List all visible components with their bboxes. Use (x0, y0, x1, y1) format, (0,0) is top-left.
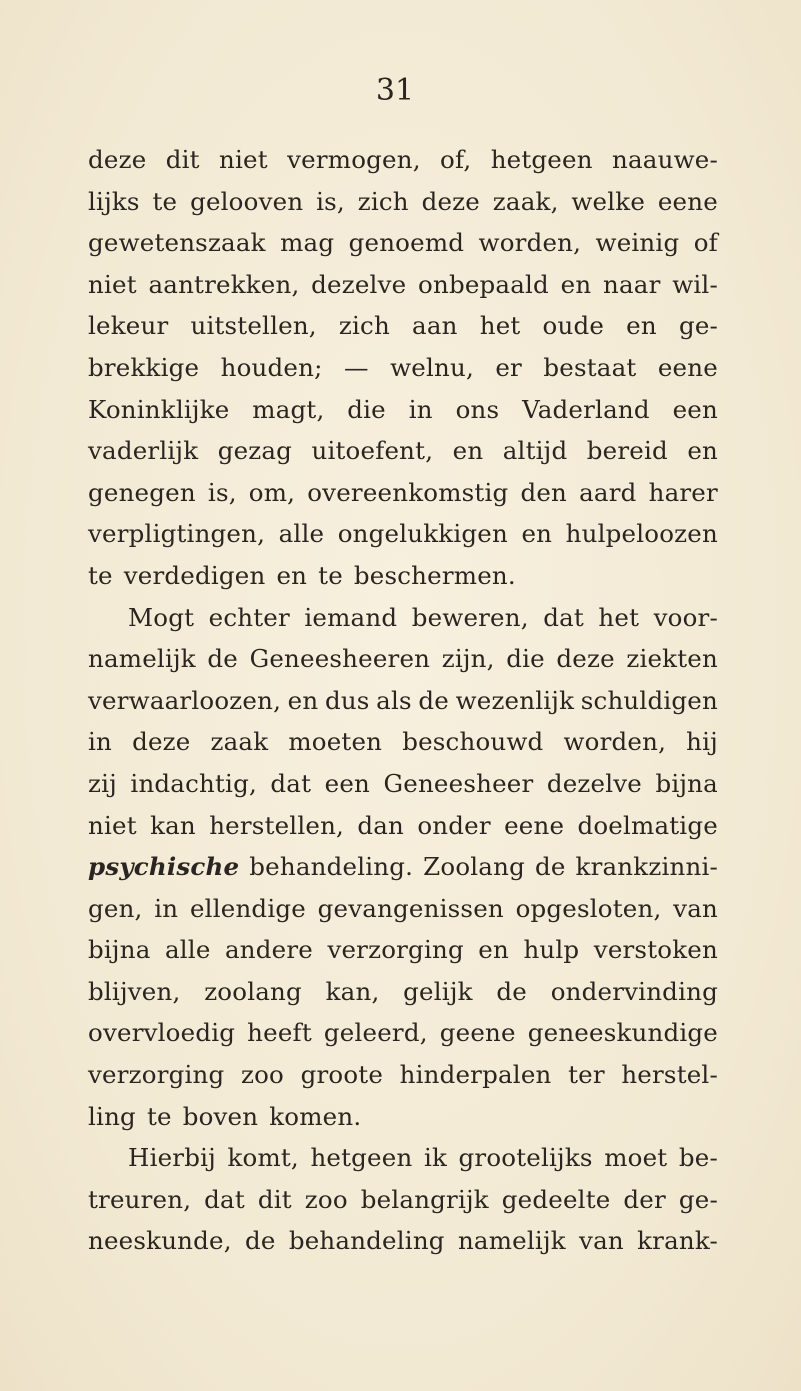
word: deze (556, 644, 615, 674)
word: iemand (304, 602, 398, 632)
word: schuldigen (580, 685, 718, 715)
word: gewetenszaak (88, 228, 266, 258)
word: geneeskundige (527, 1018, 718, 1048)
word: ik (423, 1143, 448, 1173)
word: kan, (325, 976, 380, 1006)
word: voor- (653, 602, 718, 632)
word: blijven, (88, 976, 181, 1006)
text-line (88, 763, 718, 805)
word: dit (257, 1184, 292, 1214)
word: moeten (288, 727, 383, 757)
word: beweren, (411, 602, 529, 632)
word: en (287, 685, 319, 715)
word: namelijk (457, 1226, 566, 1256)
word: overeenkomstig (307, 477, 509, 507)
word: genoemd (348, 228, 465, 258)
word: verzorging (88, 1060, 225, 1090)
text-line (88, 347, 718, 389)
word: ellendige (189, 893, 306, 923)
word: dat (270, 768, 312, 798)
word: van (673, 893, 718, 923)
word: behandeling (288, 1226, 445, 1256)
text-line (88, 305, 718, 347)
word: onbepaald (418, 269, 549, 299)
text-line (88, 430, 718, 472)
word: krank- (637, 1226, 718, 1256)
word: psychische (88, 852, 240, 882)
word: aan (412, 311, 458, 341)
word: een (324, 768, 371, 798)
word: herstellen, (209, 810, 345, 840)
word: Mogt (128, 602, 195, 632)
word: dus (324, 685, 370, 715)
word: verstoken (593, 935, 718, 965)
word: hetgeen (310, 1143, 413, 1173)
word: van (579, 1226, 624, 1256)
word: welnu, (390, 352, 474, 382)
word: moet (604, 1143, 668, 1173)
word: harer (648, 477, 718, 507)
word: naar (603, 269, 661, 299)
word: naauwe- (612, 145, 718, 174)
word: hetgeen (490, 145, 593, 174)
word: bijna (88, 935, 151, 965)
word: is, (316, 186, 345, 216)
word: en (521, 519, 553, 549)
word: deze (88, 145, 147, 174)
word: de (418, 685, 449, 715)
word: hinderpalen (399, 1060, 552, 1090)
word: in (88, 727, 113, 757)
text-line (88, 721, 718, 763)
word: of, (440, 145, 472, 174)
word: hij (686, 727, 718, 757)
word: gelooven (190, 186, 304, 216)
word: behandeling. (249, 852, 414, 882)
word: worden, (478, 228, 582, 258)
word: vaderlijk (88, 436, 199, 466)
word: beschermen. (353, 560, 516, 590)
word: dezelve (311, 269, 407, 299)
text-line (88, 1012, 718, 1054)
word: onder (417, 810, 491, 840)
word: heeft (247, 1018, 312, 1048)
text-line (88, 1179, 718, 1221)
text-line (88, 846, 718, 888)
word: verdedigen (123, 560, 266, 590)
word: uitstellen, (190, 311, 317, 341)
text-line (88, 555, 718, 597)
word: gedeelte (501, 1184, 611, 1214)
word: beschouwd (402, 727, 544, 757)
word: uitoefent, (311, 436, 434, 466)
word: te (88, 560, 113, 590)
word: dat (543, 602, 584, 632)
word: het (479, 311, 521, 341)
word: — (343, 352, 369, 382)
word: en (687, 436, 718, 466)
word: de (534, 852, 566, 882)
text-line (88, 680, 718, 722)
word: ondervinding (550, 976, 718, 1006)
page-number: 31 (375, 73, 415, 108)
word: wil- (672, 269, 718, 299)
word: in (408, 394, 433, 424)
word: bestaat (543, 352, 637, 382)
word: zaak (210, 727, 269, 757)
word: neeskunde, (88, 1226, 232, 1256)
word: zich (338, 311, 390, 341)
word: zij (88, 768, 117, 798)
word: alle (278, 519, 325, 549)
text-line (88, 929, 718, 971)
word: aard (579, 477, 637, 507)
word: de (244, 1226, 276, 1256)
word: zich (357, 186, 409, 216)
word: er (495, 352, 522, 382)
word: lekeur (88, 311, 169, 341)
word: alle (164, 935, 211, 965)
word: en (560, 269, 592, 299)
word: verpligtingen, (88, 519, 266, 549)
word: treuren, (88, 1184, 192, 1214)
word: en (478, 935, 509, 965)
word: te (146, 1101, 172, 1131)
word: zijn, (441, 644, 495, 674)
word: een (672, 394, 718, 424)
word: der (623, 1184, 666, 1214)
text-line (88, 139, 718, 181)
word: Hierbij (128, 1143, 216, 1173)
word: die (506, 644, 545, 674)
word: geene (439, 1018, 516, 1048)
text-line (88, 389, 718, 431)
word: houden; (220, 352, 323, 382)
word: altijd (502, 436, 568, 466)
text-line (88, 1220, 718, 1262)
word: eene (504, 810, 565, 840)
word: niet (219, 145, 268, 174)
text-line (88, 1054, 718, 1096)
word: te (318, 560, 343, 590)
word: en (626, 311, 657, 341)
word: magt, (252, 394, 325, 424)
text-line (88, 472, 718, 514)
text-line (88, 1096, 718, 1138)
text-line (88, 181, 718, 223)
word: deze (132, 727, 191, 757)
word: weinig (595, 228, 680, 258)
word: namelijk (88, 644, 196, 674)
word: het (598, 602, 640, 632)
word: zoo (304, 1184, 348, 1214)
text-line (88, 638, 718, 680)
body-text (88, 139, 718, 1262)
text-line (88, 597, 718, 639)
word: Geneesheeren (249, 644, 431, 674)
word: dit (165, 145, 200, 174)
word: Zoolang (423, 852, 525, 882)
word: de (496, 976, 527, 1006)
word: boven (182, 1101, 259, 1131)
word: doelmatige (577, 810, 718, 840)
word: om, (248, 477, 296, 507)
word: en (276, 560, 308, 590)
word: als (376, 685, 412, 715)
word: be- (678, 1143, 718, 1173)
word: gevangenissen (317, 893, 504, 923)
word: lijks (88, 186, 140, 216)
word: echter (208, 602, 290, 632)
word: in (154, 893, 179, 923)
word: wezenlijk (455, 685, 575, 715)
word: Vaderland (522, 394, 650, 424)
word: komt, (227, 1143, 299, 1173)
word: ge- (678, 311, 718, 341)
word: gen, (88, 893, 143, 923)
word: hulpeloozen (565, 519, 718, 549)
word: eene (657, 186, 718, 216)
word: te (152, 186, 178, 216)
word: ge- (678, 1184, 718, 1214)
word: niet (88, 269, 137, 299)
word: Koninklijke (88, 394, 230, 424)
word: niet (88, 810, 137, 840)
word: worden, (563, 727, 667, 757)
word: en (452, 436, 484, 466)
word: belangrijk (360, 1184, 489, 1214)
word: ons (455, 394, 500, 424)
word: ziekten (626, 644, 718, 674)
word: Geneesheer (383, 768, 534, 798)
word: welke (571, 186, 646, 216)
word: indachtig, (130, 768, 257, 798)
word: of (693, 228, 718, 258)
word: andere (225, 935, 313, 965)
word: eene (657, 352, 718, 382)
word: krankzinni- (575, 852, 718, 882)
word: vermogen, (287, 145, 421, 174)
word: herstel- (621, 1060, 718, 1090)
text-line (88, 1137, 718, 1179)
word: ter (568, 1060, 605, 1090)
word: dan (357, 810, 405, 840)
word: kan (150, 810, 196, 840)
word: ling (88, 1101, 136, 1131)
word: de (207, 644, 238, 674)
word: overvloedig (88, 1018, 236, 1048)
word: brekkige (88, 352, 200, 382)
text-line (88, 513, 718, 555)
text-line (88, 805, 718, 847)
text-line (88, 971, 718, 1013)
word: bijna (655, 768, 718, 798)
word: hulp (523, 935, 580, 965)
word: oude (542, 311, 605, 341)
word: zaak, (492, 186, 559, 216)
word: aantrekken, (148, 269, 300, 299)
word: gezag (217, 436, 293, 466)
word: dezelve (546, 768, 643, 798)
word: komen. (269, 1101, 362, 1131)
word: opgesloten, (515, 893, 662, 923)
text-line (88, 222, 718, 264)
word: groote (300, 1060, 384, 1090)
word: geleerd, (323, 1018, 428, 1048)
word: verwaarloozen, (88, 685, 282, 715)
word: mag (280, 228, 335, 258)
word: verzorging (327, 935, 464, 965)
word: bereid (586, 436, 668, 466)
word: die (347, 394, 386, 424)
word: deze (421, 186, 480, 216)
word: den (520, 477, 568, 507)
word: is, (207, 477, 237, 507)
word: grootelijks (458, 1143, 593, 1173)
word: gelijk (403, 976, 473, 1006)
word: genegen (88, 477, 196, 507)
word: dat (204, 1184, 245, 1214)
word: zoolang (204, 976, 302, 1006)
word: zoo (240, 1060, 284, 1090)
text-line (88, 264, 718, 306)
text-line (88, 888, 718, 930)
word: ongelukkigen (337, 519, 508, 549)
